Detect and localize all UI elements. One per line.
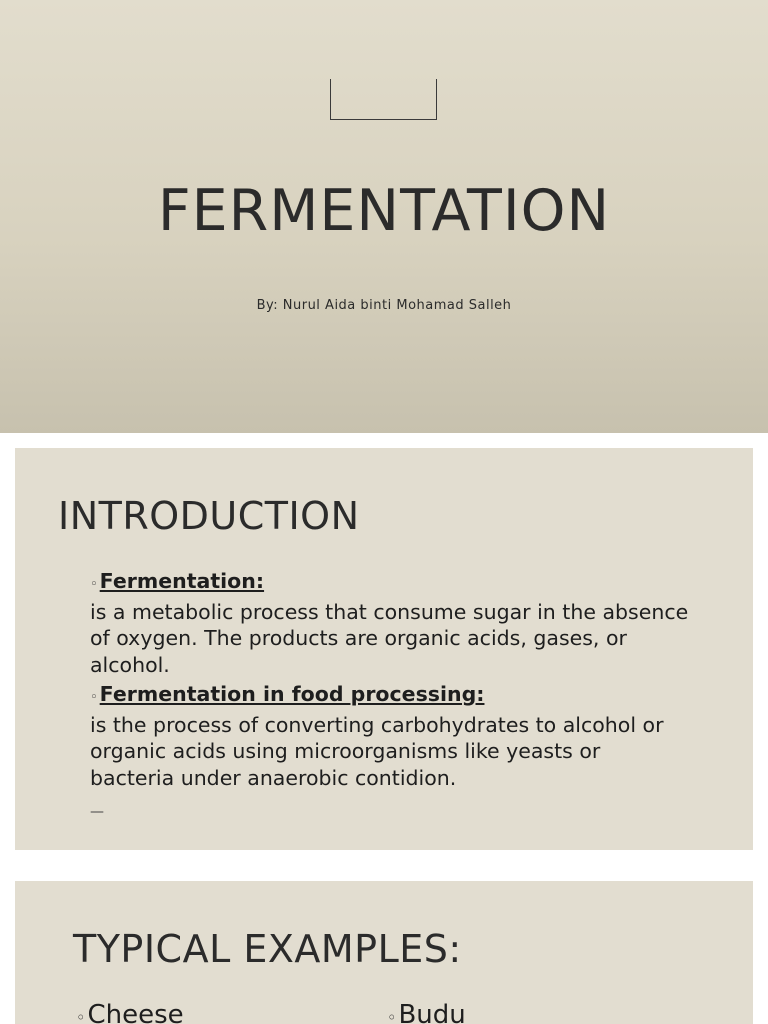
dash-marker: — (90, 804, 104, 820)
example-label: Cheese (87, 1000, 184, 1024)
introduction-bullets (90, 568, 690, 826)
slide-title: FERMENTATION (157, 178, 611, 244)
bullet-body: is a metabolic process that consume sugar in the absence of oxygen. The products are organic acids, gases, or alcohol. (90, 599, 689, 677)
examples-heading: TYPICAL EXAMPLES: (73, 927, 462, 971)
bullet-term: Fermentation: (99, 569, 265, 593)
bullet-marker-icon: ◦ (90, 577, 98, 592)
bullet-marker-icon: ◦ (90, 690, 98, 705)
example-item (76, 1000, 184, 1024)
bullet-marker-icon: ◦ (387, 1008, 397, 1024)
bullet-term: Fermentation in food processing: (99, 682, 485, 706)
example-label: Budu (398, 1000, 466, 1024)
title-decoration (330, 79, 437, 120)
example-item (387, 1000, 466, 1024)
introduction-heading: INTRODUCTION (58, 494, 360, 538)
bullet-item (90, 568, 690, 599)
bullet-marker-icon: ◦ (76, 1008, 86, 1024)
author-byline: By: Nurul Aida binti Mohamad Salleh (256, 298, 512, 313)
bullet-item (90, 681, 690, 712)
bullet-body: is the process of converting carbohydrates to alcohol or organic acids using microorganisms like yeasts or bacteria under anaerobic contidion. (90, 712, 664, 790)
title-slide (0, 0, 768, 433)
